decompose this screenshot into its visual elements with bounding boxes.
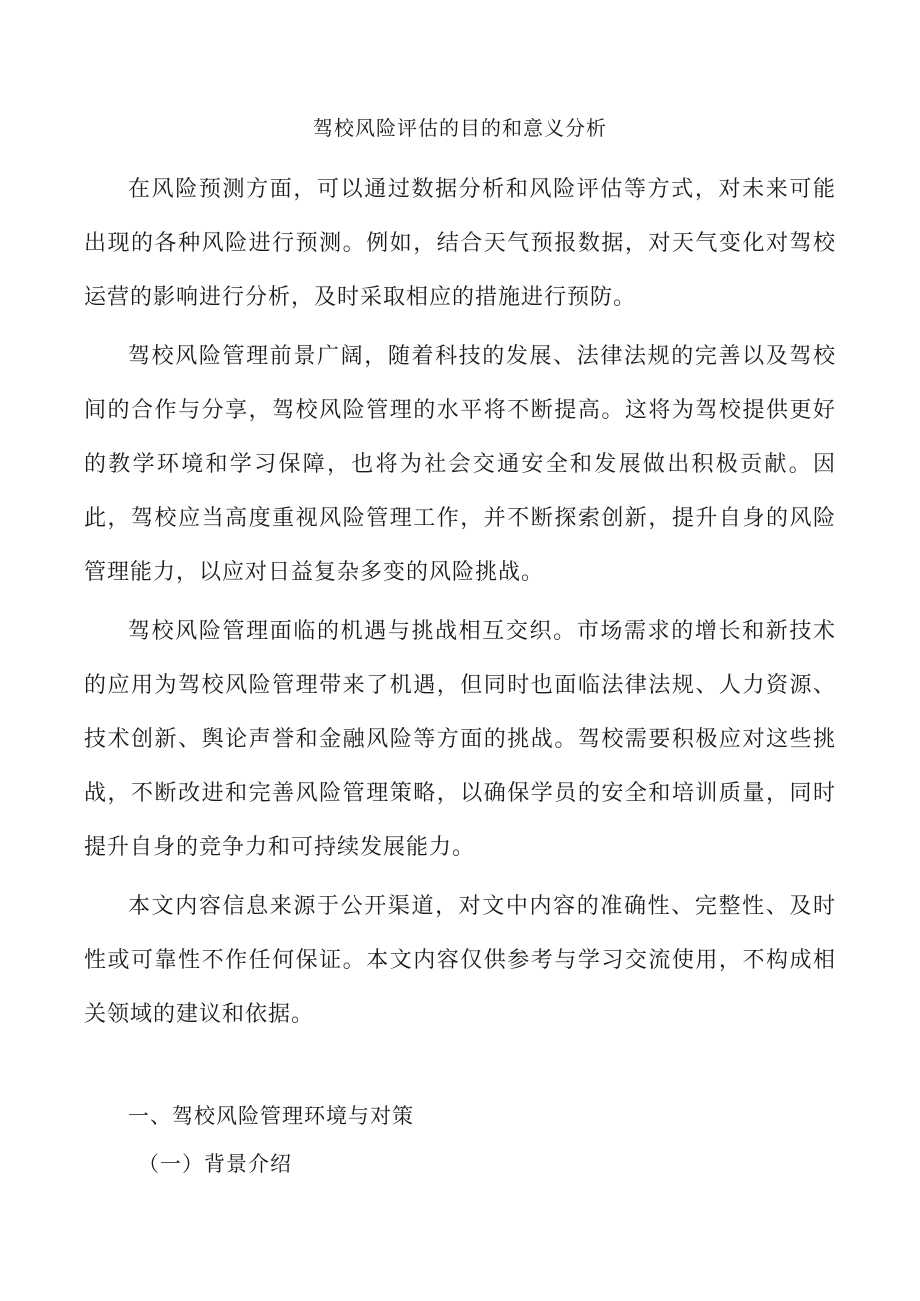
- paragraph-risk-prediction: 在风险预测方面，可以通过数据分析和风险评估等方式，对未来可能出现的各种风险进行预测。例如，结合天气预报数据，对天气变化对驾校运营的影响进行分析，及时采取相应的措施进行预防。: [84, 177, 836, 310]
- section-heading: 一、驾校风险管理环境与对策: [128, 1104, 414, 1128]
- paragraph-opportunities-challenges: 驾校风险管理面临的机遇与挑战相互交织。市场需求的增长和新技术的应用为驾校风险管理带来了机遇，但同时也面临法律法规、人力资源、技术创新、舆论声誉和金融风险等方面的挑战。驾校需要积极应对这些挑战，不断改进和完善风险管理策略，以确保学员的安全和培训质量，同时提升自身的竞争力和可持续发展能力。: [84, 619, 836, 860]
- page-title: 驾校风险评估的目的和意义分析: [313, 116, 607, 140]
- paragraph-disclaimer: 本文内容信息来源于公开渠道，对文中内容的准确性、完整性、及时性或可靠性不作任何保证。本文内容仅供参考与学习交流使用，不构成相关领域的建议和依据。: [84, 894, 836, 1027]
- subsection-heading: （一）背景介绍: [138, 1152, 292, 1176]
- paragraph-prospects: 驾校风险管理前景广阔，随着科技的发展、法律法规的完善以及驾校间的合作与分享，驾校风险管理的水平将不断提高。这将为驾校提供更好的教学环境和学习保障，也将为社会交通安全和发展做出积极贡献。因此，驾校应当高度重视风险管理工作，并不断探索创新，提升自身的风险管理能力，以应对日益复杂多变的风险挑战。: [84, 344, 836, 585]
